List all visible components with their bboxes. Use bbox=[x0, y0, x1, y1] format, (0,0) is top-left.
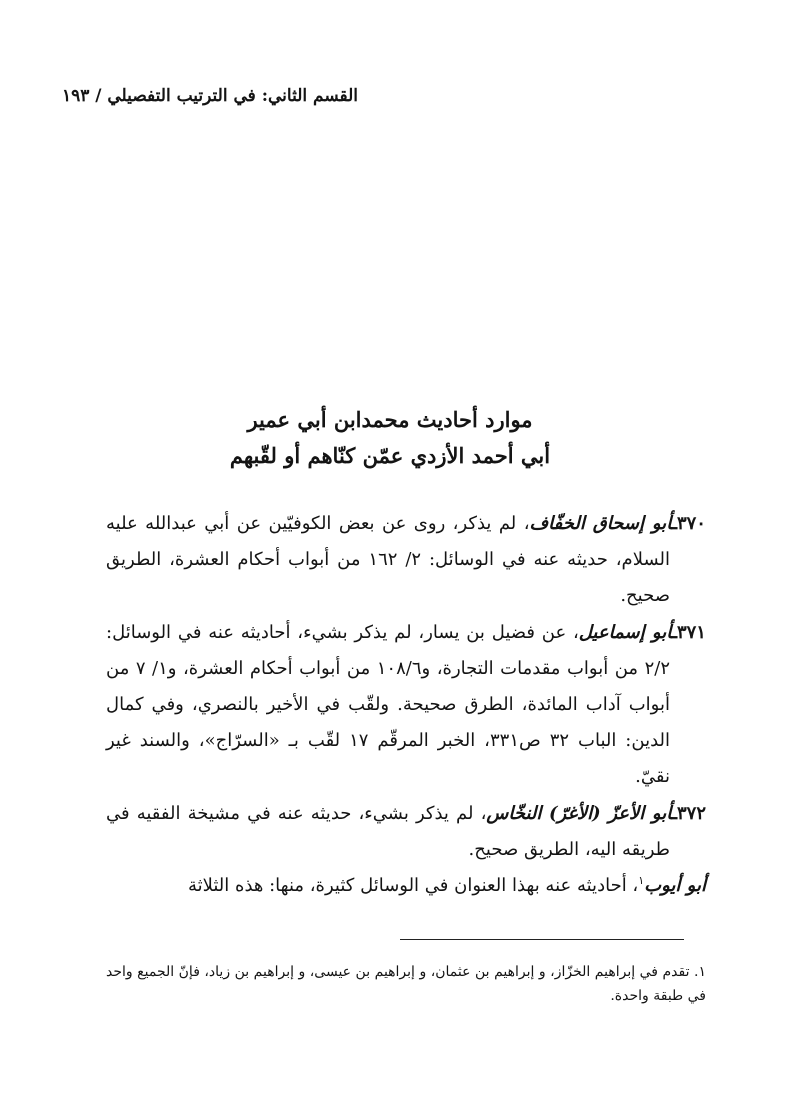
entry-number: ٣٧٠ـ bbox=[671, 513, 706, 534]
entry-name: أبو إسحاق الخفّاف bbox=[529, 513, 672, 534]
section-title bbox=[180, 402, 600, 474]
entry-372 bbox=[106, 796, 706, 868]
entry-371 bbox=[106, 615, 706, 796]
entry-text: ، أحاديثه عنه بهذا العنوان في الوسائل كثيرة، منها: هذه الثلاثة bbox=[187, 875, 639, 897]
section-title-line-2: أبي أحمد الأزدي عمّن كنّاهم أو لقّبهم bbox=[229, 443, 551, 468]
footnote-marker[interactable]: ١ bbox=[638, 874, 645, 888]
entry-name: أبو إسماعيل bbox=[578, 621, 672, 643]
body-text bbox=[106, 506, 706, 904]
entry-text: ، لم يذكر، روى عن بعض الكوفيّين عن أبي عبدالله عليه السلام، حديثه عنه في الوسائل: ٢/ ١٦٢ من أبواب أحكام العشرة، الطريق صحيح. bbox=[106, 513, 670, 607]
running-header: القسم الثاني: في الترتيب التفصيلي / ١٩٣ bbox=[61, 86, 358, 106]
entry-name: أبو الأعزّ (الأغرّ) النخّاس bbox=[486, 802, 672, 824]
footnote: ١. تقدم في إبراهيم الخزّاز، و إبراهيم بن عثمان، و إبراهيم بن عيسى، و إبراهيم بن زياد، فإنّ الجميع واحد في طبقة واحدة. bbox=[106, 964, 706, 1004]
footnote-divider bbox=[400, 939, 684, 940]
entry-number: ٣٧١ـ bbox=[671, 621, 706, 643]
entry-number: ٣٧٢ـ bbox=[671, 802, 706, 824]
entry-text: ، لم يذكر بشيء، حديثه عنه في مشيخة الفقيه في طريقه اليه، الطريق صحيح. bbox=[106, 802, 670, 860]
entry-370 bbox=[106, 506, 706, 615]
entry-name: أبو أيوب bbox=[644, 875, 706, 897]
entry-text: ، عن فضيل بن يسار، لم يذكر بشيء، أحاديثه عنه في الوسائل: ٢/٢ من أبواب مقدمات التجارة، و١٠٨/٦ من أبواب أحكام العشرة، و١/ ٧ من أبواب آداب المائدة، الطرق صحيحة. ولقّب في الأخير بالنصري، وفي كمال الدين: الباب ٣٢ ص٣٣١، الخبر المرقّم ١٧ لقّب بـ «السرّاج»، والسند غير نقيّ. bbox=[106, 621, 671, 788]
entry-abu-ayyub bbox=[106, 868, 706, 904]
section-title-line-1: موارد أحاديث محمدابن أبي عمير bbox=[247, 407, 533, 432]
